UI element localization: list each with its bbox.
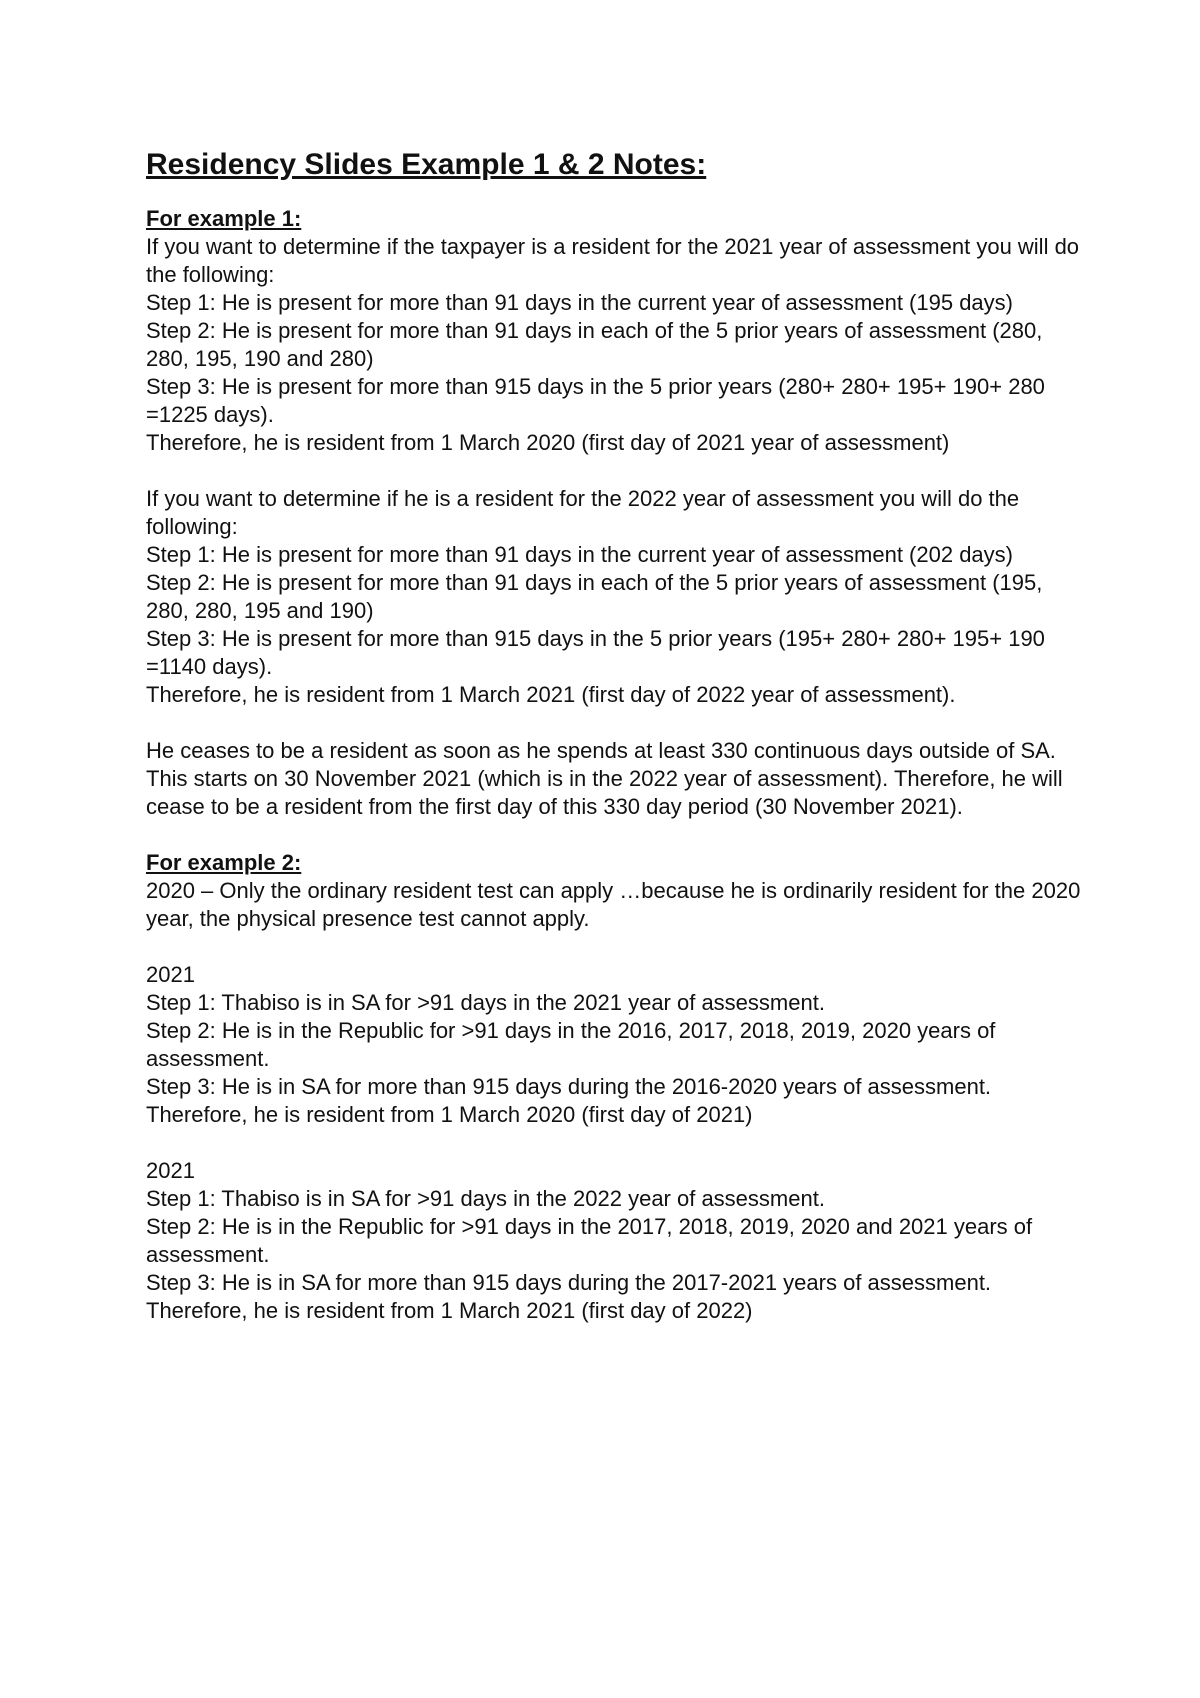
example-2-block-b-step-3: Step 3: He is in SA for more than 915 days during the 2017-2021 years of assessment. xyxy=(146,1270,992,1295)
example-2-heading: For example 2: xyxy=(146,850,302,875)
example-1-section xyxy=(146,205,1086,849)
example-2-block-a-year: 2021 xyxy=(146,962,195,987)
example-2-block-b-step-2: Step 2: He is in the Republic for >91 days in the 2017, 2018, 2019, 2020 and 2021 years of assessment. xyxy=(146,1214,1033,1267)
example-1-2022-step-3: Step 3: He is present for more than 915 days in the 5 prior years (195+ 280+ 280+ 195+ 190 =1140 days). xyxy=(146,626,1045,679)
example-1-2022-step-1: Step 1: He is present for more than 91 days in the current year of assessment (202 days) xyxy=(146,542,1013,567)
example-1-2021-step-3: Step 3: He is present for more than 915 days in the 5 prior years (280+ 280+ 195+ 190+ 280 =1225 days). xyxy=(146,374,1045,427)
example-2-block-b-year: 2021 xyxy=(146,1158,195,1183)
example-1-2022-step-2: Step 2: He is present for more than 91 days in each of the 5 prior years of assessment (195, 280, 280, 195 and 190) xyxy=(146,570,1043,623)
example-2-block-a-step-2: Step 2: He is in the Republic for >91 days in the 2016, 2017, 2018, 2019, 2020 years of assessment. xyxy=(146,1018,996,1071)
example-2-intro: 2020 – Only the ordinary resident test can apply …because he is ordinarily resident for the 2020 year, the physical presence test cannot apply. xyxy=(146,878,1081,931)
paragraph-gap xyxy=(146,1129,1086,1157)
paragraph-gap xyxy=(146,457,1086,485)
example-1-2022-intro: If you want to determine if he is a resident for the 2022 year of assessment you will do the following: xyxy=(146,486,1020,539)
example-2-block-a-step-1: Step 1: Thabiso is in SA for >91 days in the 2021 year of assessment. xyxy=(146,990,825,1015)
example-1-2021-conclusion: Therefore, he is resident from 1 March 2020 (first day of 2021 year of assessment) xyxy=(146,430,950,455)
example-2-block-a-step-3: Step 3: He is in SA for more than 915 days during the 2016-2020 years of assessment. xyxy=(146,1074,992,1099)
example-1-cessation-paragraph: He ceases to be a resident as soon as he spends at least 330 continuous days outside of SA. This starts on 30 November 2021 (which is in the 2022 year of assessment). Therefore, he will cease to be a resident from the first day of this 330 day period (30 November 2021). xyxy=(146,738,1063,819)
example-1-2021-intro: If you want to determine if the taxpayer is a resident for the 2021 year of assessment you will do the following: xyxy=(146,234,1080,287)
example-1-heading: For example 1: xyxy=(146,206,302,231)
example-2-section xyxy=(146,849,1086,1325)
example-1-2022-conclusion: Therefore, he is resident from 1 March 2021 (first day of 2022 year of assessment). xyxy=(146,682,956,707)
paragraph-gap xyxy=(146,709,1086,737)
example-2-block-a-conclusion: Therefore, he is resident from 1 March 2020 (first day of 2021) xyxy=(146,1102,753,1127)
paragraph-gap xyxy=(146,933,1086,961)
example-1-2021-step-1: Step 1: He is present for more than 91 days in the current year of assessment (195 days) xyxy=(146,290,1013,315)
example-1-2021-step-2: Step 2: He is present for more than 91 days in each of the 5 prior years of assessment (280, 280, 195, 190 and 280) xyxy=(146,318,1043,371)
example-2-block-b-step-1: Step 1: Thabiso is in SA for >91 days in the 2022 year of assessment. xyxy=(146,1186,825,1211)
document-title: Residency Slides Example 1 & 2 Notes: xyxy=(146,148,707,181)
paragraph-gap xyxy=(146,821,1086,849)
example-2-block-b-conclusion: Therefore, he is resident from 1 March 2021 (first day of 2022) xyxy=(146,1298,753,1323)
document-page xyxy=(146,147,1086,1325)
